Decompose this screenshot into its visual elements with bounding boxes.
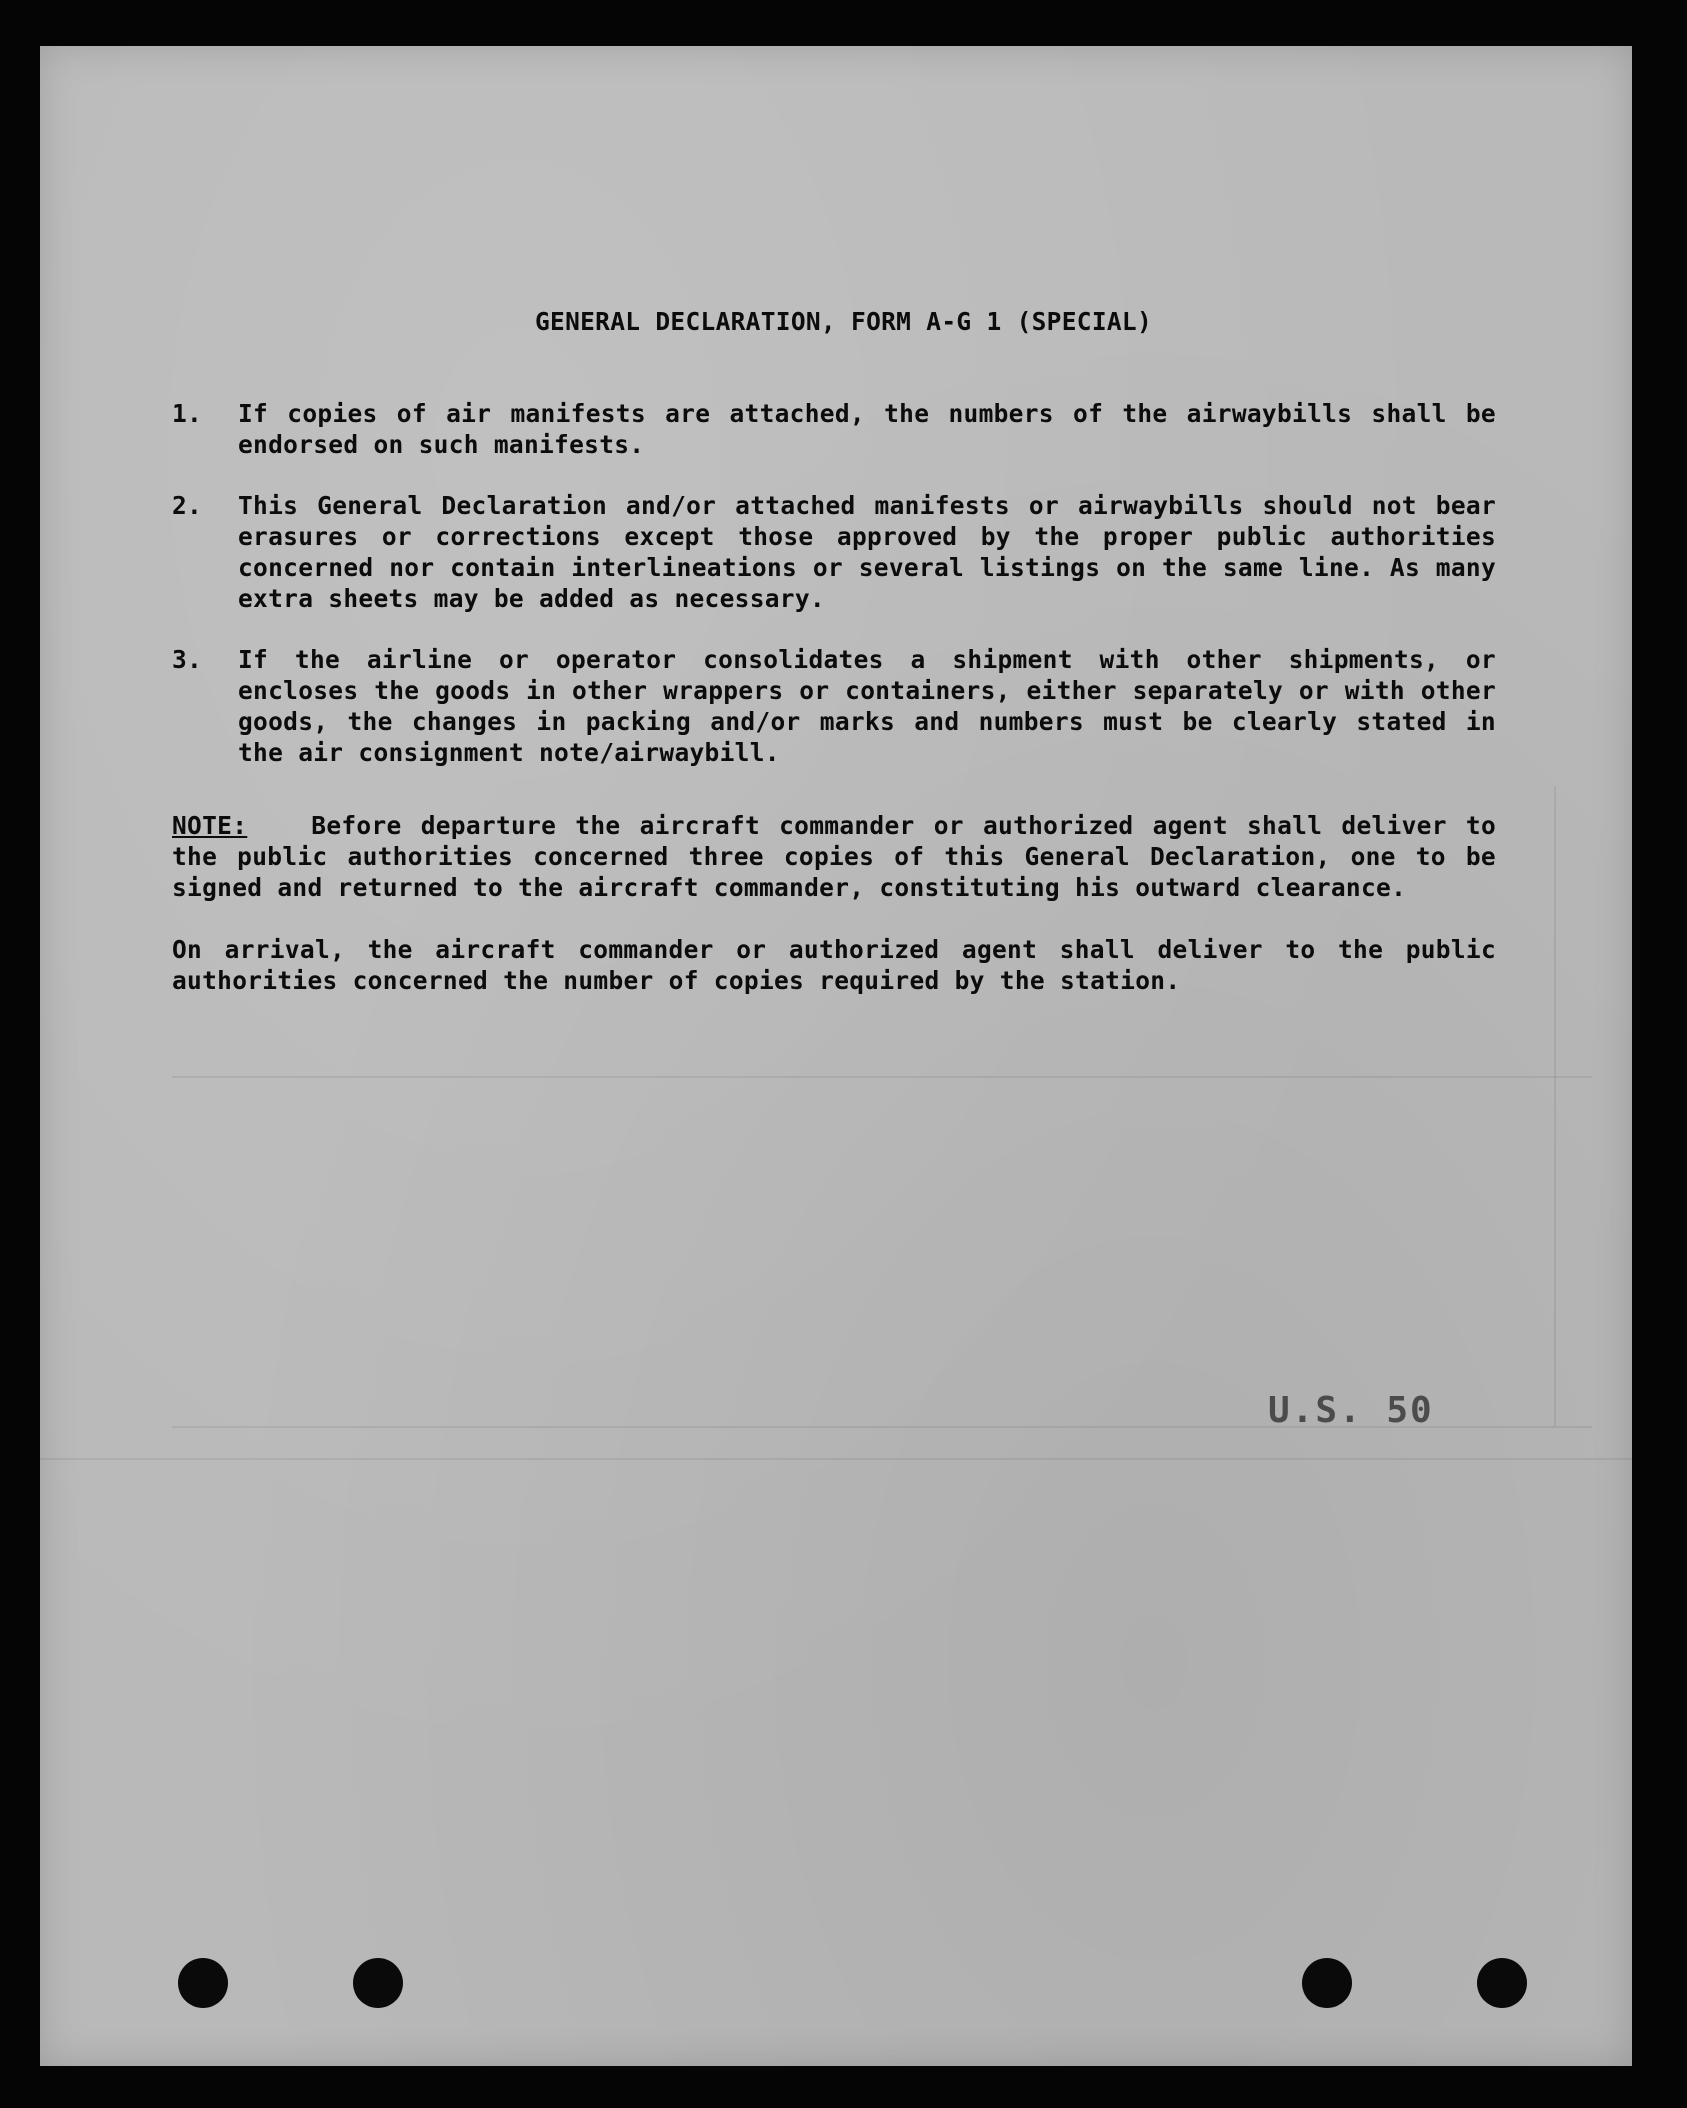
document-body <box>172 398 1496 1021</box>
document-page <box>40 46 1632 2066</box>
arrival-paragraph: On arrival, the aircraft commander or authorized agent shall deliver to the public authorities concerned the number of copies required by the station. <box>172 935 1496 995</box>
list-item <box>172 490 1496 614</box>
item-text: If the airline or operator consolidates a shipment with other shipments, or encloses the goods in other wrappers or containers, either separately or with other goods, the changes in packing and/or marks and numbers must be clearly stated in the air consignment note/airwaybill. <box>238 645 1496 767</box>
note-label: NOTE: <box>172 811 248 840</box>
list-item <box>172 398 1496 460</box>
item-number: 2. <box>172 491 203 520</box>
note-paragraph <box>172 810 1496 903</box>
bleed-line <box>172 1076 1592 1078</box>
item-number: 3. <box>172 645 203 674</box>
item-text: If copies of air manifests are attached, the numbers of the airwaybills shall be endorsed on such manifests. <box>238 399 1496 459</box>
note-text: Before departure the aircraft commander or authorized agent shall deliver to the public authorities concerned three copies of this General Declaration, one to be signed and returned to the aircraft commander, constituting his outward clearance. <box>172 811 1496 902</box>
punch-hole <box>1477 1958 1527 2008</box>
document-title: GENERAL DECLARATION, FORM A-G 1 (SPECIAL) <box>534 307 1153 336</box>
punch-hole <box>1302 1958 1352 2008</box>
punch-hole <box>178 1958 228 2008</box>
list-item <box>172 644 1496 768</box>
punch-hole <box>353 1958 403 2008</box>
item-text: This General Declaration and/or attached manifests or airwaybills should not bear erasures or corrections except those approved by the proper public authorities concerned nor contain interlineations or several listings on the same line. As many extra sheets may be added as necessary. <box>238 491 1496 613</box>
bleed-line <box>40 1458 1632 1460</box>
bleed-line <box>1554 786 1556 1426</box>
stamp-mark: U.S. 50 <box>1268 1390 1434 1431</box>
item-number: 1. <box>172 399 203 428</box>
